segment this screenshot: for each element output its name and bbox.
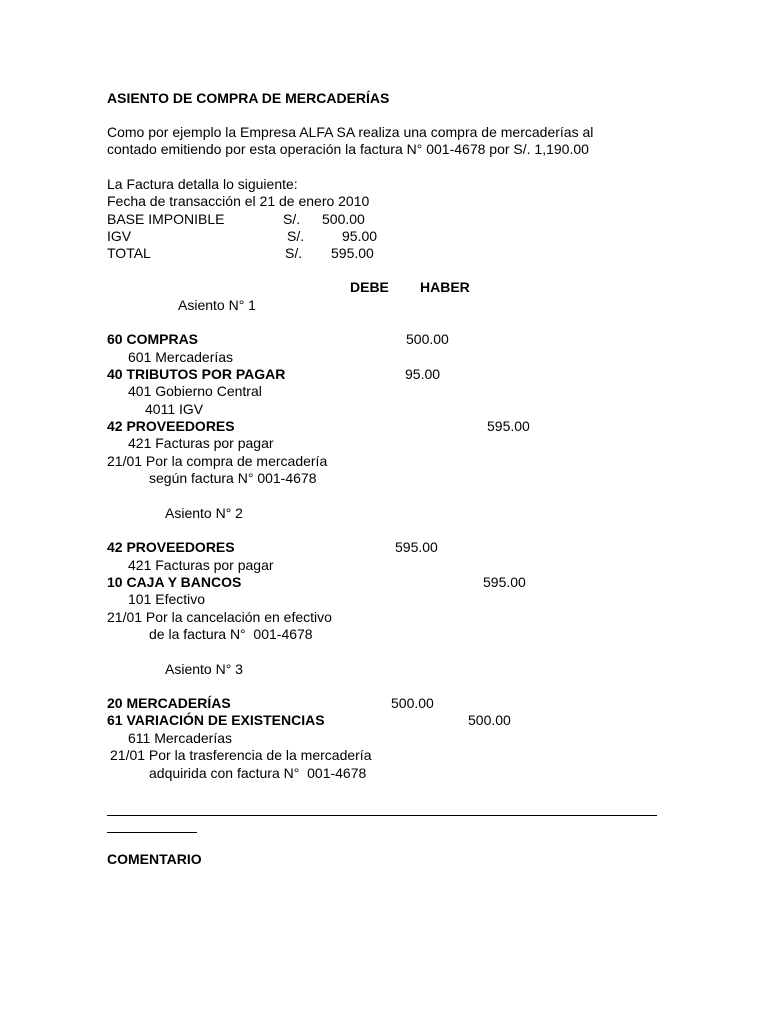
invoice-row-currency: S/.	[285, 245, 303, 261]
debit-amount: 95.00	[405, 366, 441, 382]
invoice-date: Fecha de transacción el 21 de enero 2010	[107, 193, 370, 209]
subaccount-line: 101 Efectivo	[128, 591, 206, 607]
gloss-line: 21/01 Por la compra de mercadería	[107, 453, 328, 469]
credit-amount: 500.00	[468, 712, 511, 728]
invoice-row-label: IGV	[107, 228, 132, 244]
credit-amount: 595.00	[483, 574, 526, 590]
column-header-haber: HABER	[420, 279, 470, 295]
debit-amount: 500.00	[391, 695, 434, 711]
invoice-row-currency: S/.	[287, 228, 305, 244]
gloss-line: adquirida con factura N° 001-4678	[149, 765, 367, 781]
separator-line	[107, 832, 197, 833]
invoice-row-amount: 95.00	[342, 228, 378, 244]
account-line: 60 COMPRAS	[107, 331, 199, 347]
invoice-row-currency: S/.	[283, 211, 301, 227]
credit-amount: 595.00	[487, 418, 530, 434]
debit-amount: 500.00	[406, 331, 449, 347]
asiento-title: Asiento N° 2	[165, 505, 243, 521]
gloss-line: 21/01 Por la cancelación en efectivo	[107, 609, 332, 625]
column-header-debe: DEBE	[350, 279, 389, 295]
invoice-row-label: BASE IMPONIBLE	[107, 211, 225, 227]
comment-heading: COMENTARIO	[107, 851, 202, 867]
asiento-title: Asiento N° 3	[165, 661, 243, 677]
account-line: 10 CAJA Y BANCOS	[107, 574, 242, 590]
gloss-line: de la factura N° 001-4678	[149, 626, 313, 642]
subaccount-line: 421 Facturas por pagar	[128, 557, 274, 573]
invoice-heading: La Factura detalla lo siguiente:	[107, 176, 298, 192]
account-line: 42 PROVEEDORES	[107, 418, 235, 434]
asiento-title: Asiento N° 1	[178, 297, 256, 313]
separator-line	[107, 815, 657, 816]
subaccount-line: 601 Mercaderías	[128, 349, 234, 365]
account-line: 42 PROVEEDORES	[107, 539, 235, 555]
invoice-row-amount: 595.00	[331, 245, 374, 261]
subaccount-line: 421 Facturas por pagar	[128, 435, 274, 451]
invoice-row-amount: 500.00	[322, 211, 365, 227]
intro-line: contado emitiendo por esta operación la factura N° 001-4678 por S/. 1,190.00	[107, 141, 589, 157]
invoice-row-label: TOTAL	[107, 245, 151, 261]
subaccount-line: 4011 IGV	[145, 401, 204, 417]
gloss-line: según factura N° 001-4678	[149, 470, 317, 486]
subaccount-line: 401 Gobierno Central	[128, 383, 262, 399]
page-title: ASIENTO DE COMPRA DE MERCADERÍAS	[107, 90, 390, 106]
account-line: 61 VARIACIÓN DE EXISTENCIAS	[107, 712, 325, 728]
account-line: 40 TRIBUTOS POR PAGAR	[107, 366, 286, 382]
gloss-line: 21/01 Por la trasferencia de la mercadería	[110, 747, 372, 763]
intro-line: Como por ejemplo la Empresa ALFA SA realiza una compra de mercaderías al	[107, 124, 594, 140]
account-line: 20 MERCADERÍAS	[107, 695, 231, 711]
subaccount-line: 611 Mercaderías	[128, 730, 233, 746]
debit-amount: 595.00	[395, 539, 438, 555]
